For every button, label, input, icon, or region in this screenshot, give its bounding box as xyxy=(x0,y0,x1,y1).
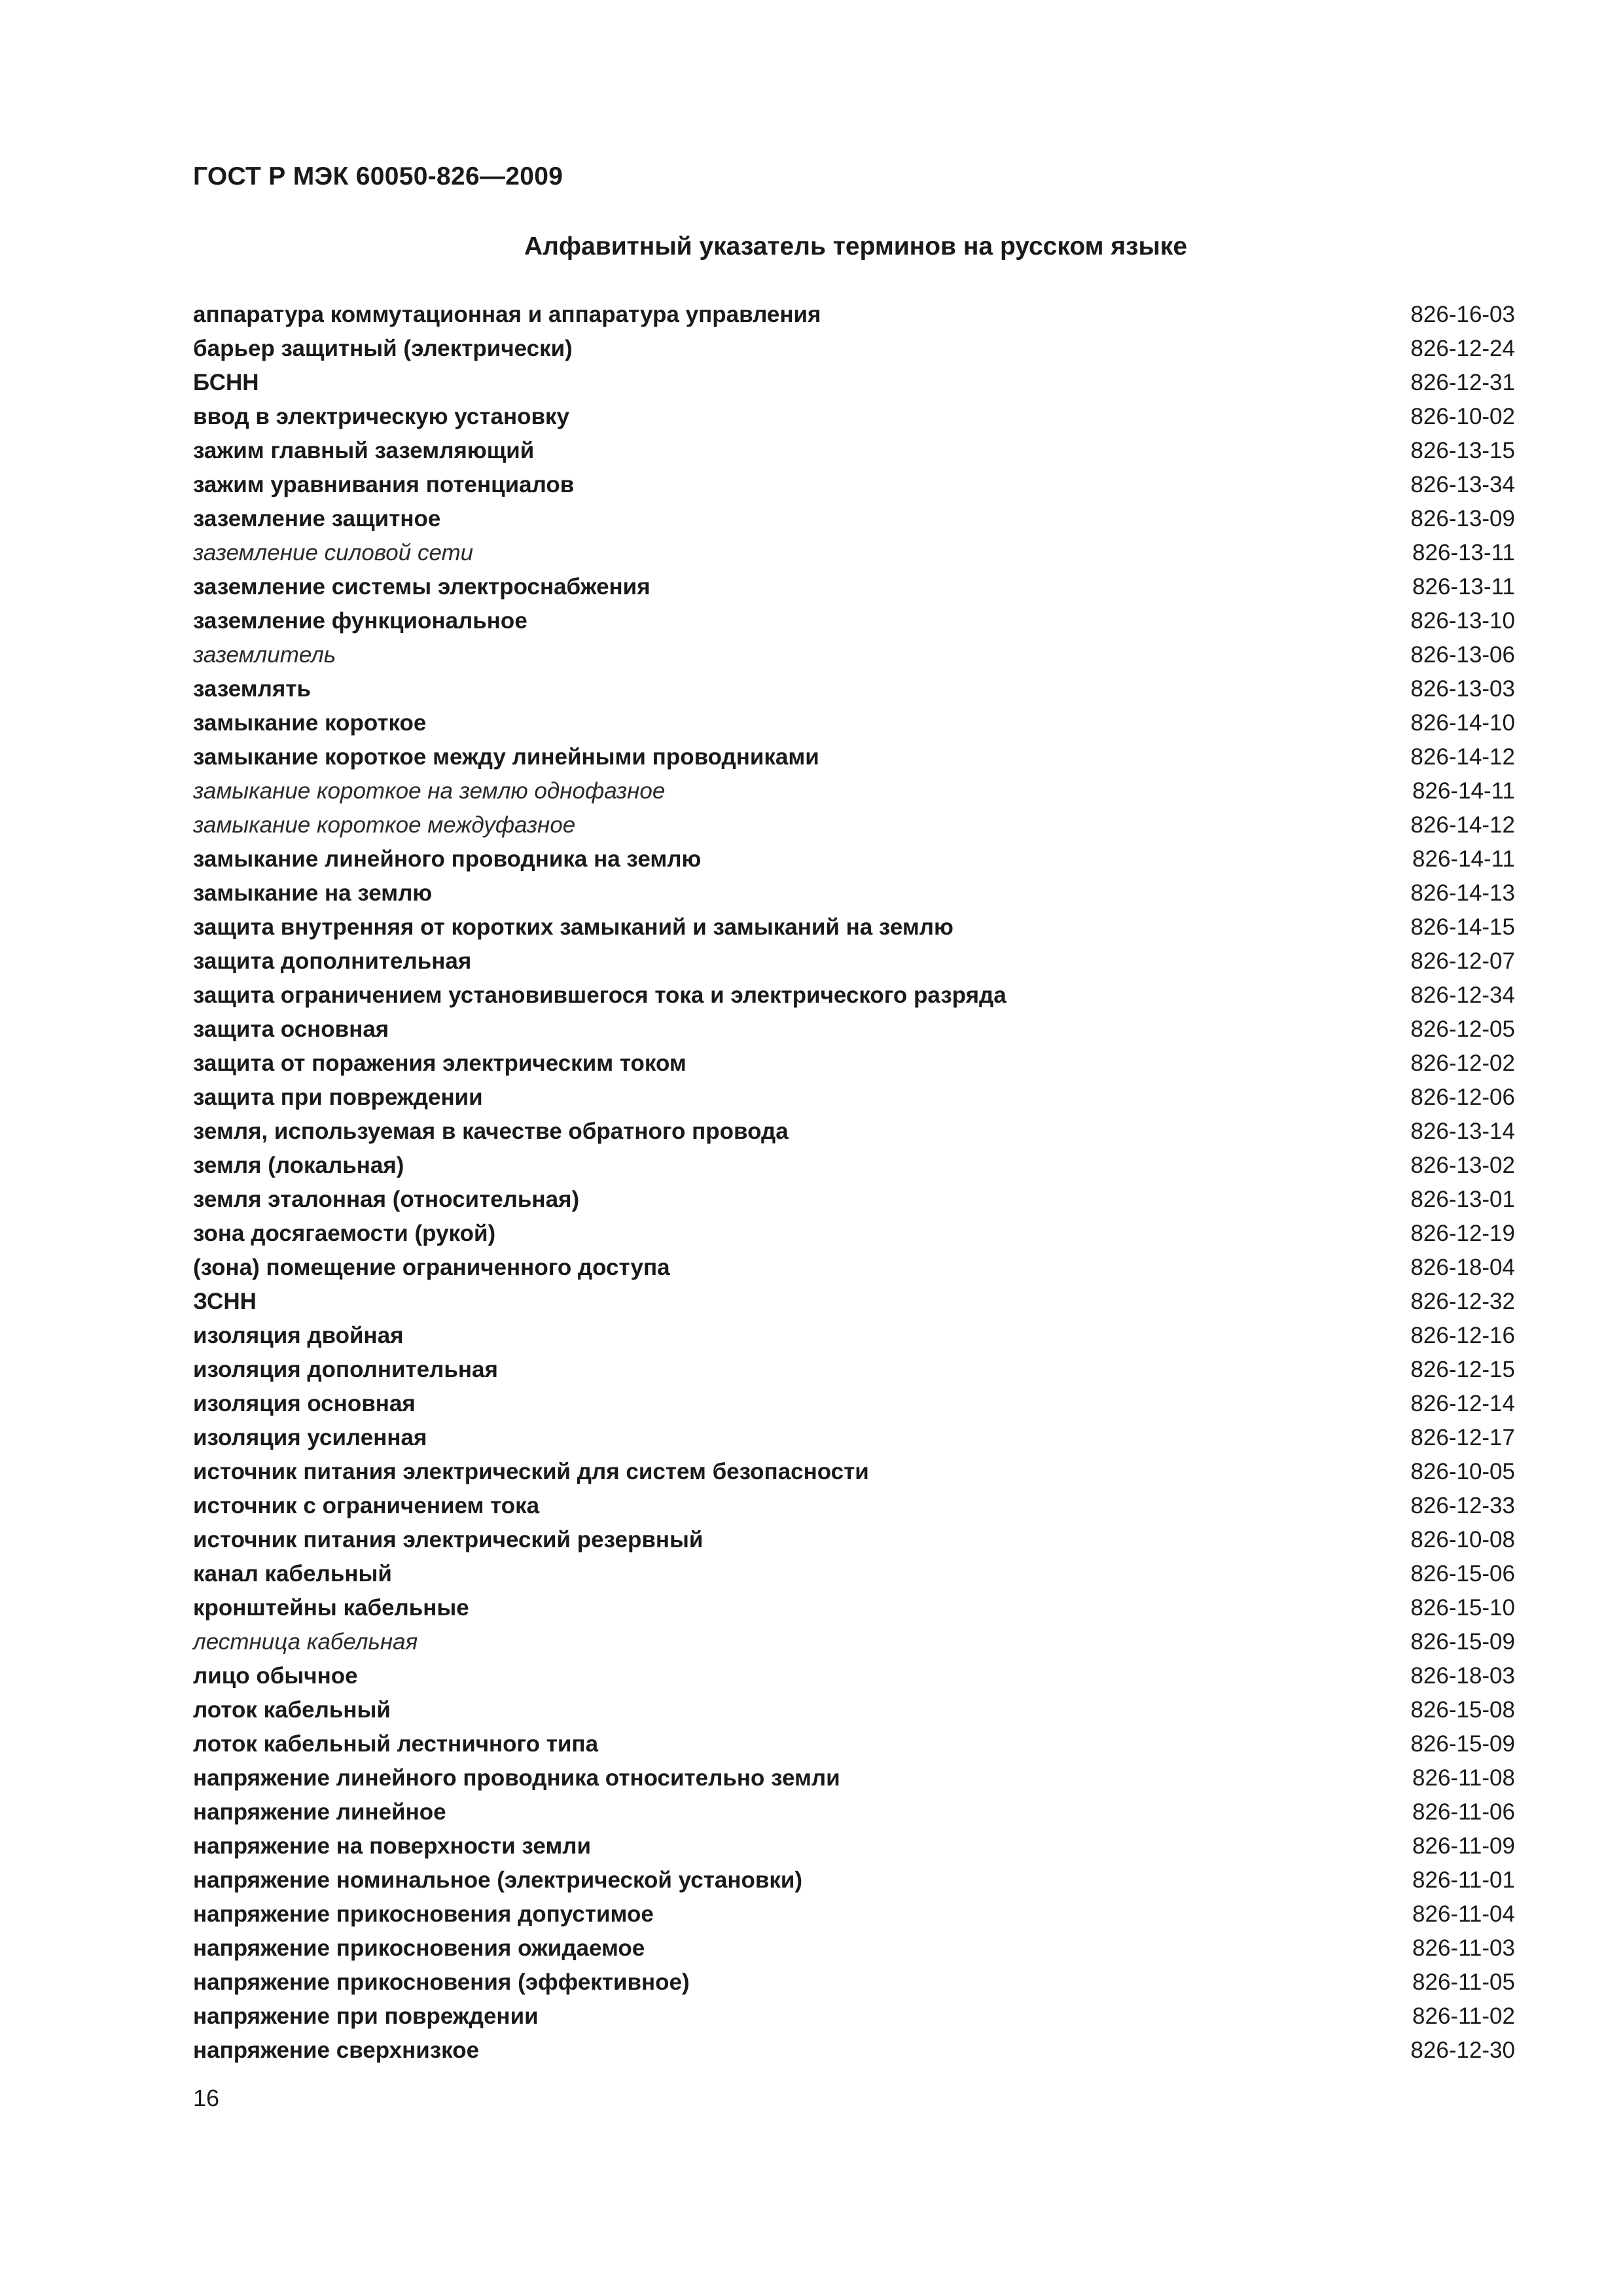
index-entry xyxy=(193,1795,1515,1829)
index-entry xyxy=(193,332,1515,366)
index-reference: 826-14-11 xyxy=(1412,778,1515,804)
index-term: лоток кабельный лестничного типа xyxy=(193,1731,599,1757)
index-entry xyxy=(193,842,1515,876)
index-reference: 826-11-03 xyxy=(1412,1935,1515,1961)
index-reference: 826-11-05 xyxy=(1412,1969,1515,1995)
index-reference: 826-12-14 xyxy=(1410,1391,1515,1416)
index-entry xyxy=(193,2034,1515,2068)
index-term: защита внутренняя от коротких замыканий и замыканий на землю xyxy=(193,914,954,940)
index-reference: 826-13-09 xyxy=(1410,506,1515,531)
index-reference: 826-14-11 xyxy=(1412,846,1515,872)
index-term: аппаратура коммутационная и аппаратура управления xyxy=(193,302,821,327)
index-entry xyxy=(193,1693,1515,1727)
index-term: лицо обычное xyxy=(193,1663,358,1689)
index-reference: 826-15-10 xyxy=(1410,1595,1515,1621)
index-entry xyxy=(193,536,1515,570)
index-reference: 826-12-30 xyxy=(1410,2037,1515,2063)
index-term: защита ограничением установившегося тока и электрического разряда xyxy=(193,982,1007,1008)
index-entry xyxy=(193,1285,1515,1319)
index-term: замыкание линейного проводника на землю xyxy=(193,846,702,872)
index-term: заземление защитное xyxy=(193,506,441,531)
index-term: ЗСНН xyxy=(193,1289,257,1314)
index-reference: 826-16-03 xyxy=(1410,302,1515,327)
index-term: ввод в электрическую установку xyxy=(193,404,569,429)
index-reference: 826-10-02 xyxy=(1410,404,1515,429)
index-entry xyxy=(193,1625,1515,1659)
index-entry xyxy=(193,2000,1515,2034)
index-entry xyxy=(193,1557,1515,1591)
index-term: напряжение прикосновения допустимое xyxy=(193,1901,654,1927)
index-reference: 826-12-05 xyxy=(1410,1016,1515,1042)
index-entry xyxy=(193,1353,1515,1387)
index-reference: 826-12-06 xyxy=(1410,1085,1515,1110)
index-entry xyxy=(193,1523,1515,1557)
index-entry xyxy=(193,502,1515,536)
index-entry xyxy=(193,978,1515,1013)
index-reference: 826-12-15 xyxy=(1410,1357,1515,1382)
index-entry xyxy=(193,570,1515,604)
index-term: изоляция усиленная xyxy=(193,1425,427,1450)
index-reference: 826-12-19 xyxy=(1410,1221,1515,1246)
index-entry xyxy=(193,638,1515,672)
index-entry xyxy=(193,1081,1515,1115)
index-entry xyxy=(193,1591,1515,1625)
index-entry xyxy=(193,1897,1515,1931)
index-entry xyxy=(193,740,1515,774)
index-reference: 826-11-04 xyxy=(1412,1901,1515,1927)
index-term: замыкание короткое на землю однофазное xyxy=(193,778,666,804)
index-term: земля (локальная) xyxy=(193,1153,404,1178)
index-term: замыкание на землю xyxy=(193,880,433,906)
index-term: напряжение прикосновения (эффективное) xyxy=(193,1969,690,1995)
index-entry xyxy=(193,1727,1515,1761)
index-reference: 826-10-05 xyxy=(1410,1459,1515,1484)
index-term: напряжение сверхнизкое xyxy=(193,2037,480,2063)
index-term: земля, используемая в качестве обратного провода xyxy=(193,1119,789,1144)
index-reference: 826-15-09 xyxy=(1410,1731,1515,1757)
index-reference: 826-13-06 xyxy=(1410,642,1515,668)
page-number: 16 xyxy=(193,2085,220,2111)
index-term: защита дополнительная xyxy=(193,948,472,974)
index-entry xyxy=(193,1761,1515,1795)
index-term: напряжение на поверхности земли xyxy=(193,1833,591,1859)
index-term: изоляция основная xyxy=(193,1391,416,1416)
index-entry xyxy=(193,1387,1515,1421)
index-entry xyxy=(193,1013,1515,1047)
index-term: заземлять xyxy=(193,676,311,702)
index-reference: 826-14-12 xyxy=(1410,744,1515,770)
index-term: заземление функциональное xyxy=(193,608,527,634)
index-reference: 826-12-33 xyxy=(1410,1493,1515,1518)
index-reference: 826-13-01 xyxy=(1410,1187,1515,1212)
index-entry xyxy=(193,774,1515,808)
index-entry xyxy=(193,1659,1515,1693)
index-reference: 826-18-04 xyxy=(1410,1255,1515,1280)
index-term: замыкание короткое xyxy=(193,710,427,736)
index-term: лоток кабельный xyxy=(193,1697,391,1723)
index-reference: 826-11-08 xyxy=(1412,1765,1515,1791)
index-entry xyxy=(193,434,1515,468)
index-reference: 826-10-08 xyxy=(1410,1527,1515,1552)
document-code: ГОСТ Р МЭК 60050-826—2009 xyxy=(193,162,563,190)
index-reference: 826-14-12 xyxy=(1410,812,1515,838)
index-term: напряжение линейное xyxy=(193,1799,446,1825)
index-reference: 826-14-10 xyxy=(1410,710,1515,736)
index-entry xyxy=(193,1931,1515,1965)
page-title: Алфавитный указатель терминов на русском языке xyxy=(524,232,1188,260)
index-reference: 826-13-34 xyxy=(1410,472,1515,497)
index-term: канал кабельный xyxy=(193,1561,392,1587)
index-entry xyxy=(193,1421,1515,1455)
index-entry xyxy=(193,910,1515,944)
index-reference: 826-12-16 xyxy=(1410,1323,1515,1348)
index-term: лестница кабельная xyxy=(193,1629,418,1655)
index-entry xyxy=(193,1217,1515,1251)
index-term: зона досягаемости (рукой) xyxy=(193,1221,496,1246)
index-reference: 826-12-31 xyxy=(1410,370,1515,395)
index-entry xyxy=(193,1965,1515,2000)
index-reference: 826-13-02 xyxy=(1410,1153,1515,1178)
index-term: зажим главный заземляющий xyxy=(193,438,535,463)
index-term: барьер защитный (электрически) xyxy=(193,336,573,361)
index-entry xyxy=(193,1115,1515,1149)
index-entry xyxy=(193,604,1515,638)
index-reference: 826-15-08 xyxy=(1410,1697,1515,1723)
index-term: замыкание короткое между линейными проводниками xyxy=(193,744,819,770)
index-entry xyxy=(193,400,1515,434)
index-reference: 826-11-09 xyxy=(1412,1833,1515,1859)
index-term: заземление силовой сети xyxy=(193,540,474,565)
index-term: заземлитель xyxy=(193,642,336,668)
index-term: зажим уравнивания потенциалов xyxy=(193,472,575,497)
index-reference: 826-13-11 xyxy=(1412,574,1515,600)
index-reference: 826-13-15 xyxy=(1410,438,1515,463)
index-term: напряжение линейного проводника относительно земли xyxy=(193,1765,840,1791)
index-entry xyxy=(193,672,1515,706)
index-reference: 826-12-34 xyxy=(1410,982,1515,1008)
index-entry xyxy=(193,706,1515,740)
index-term: напряжение при повреждении xyxy=(193,2003,539,2029)
index-term: напряжение номинальное (электрической установки) xyxy=(193,1867,803,1893)
index-entry xyxy=(193,1489,1515,1523)
index-entry xyxy=(193,468,1515,502)
index-term: замыкание короткое междуфазное xyxy=(193,812,576,838)
index-reference: 826-13-14 xyxy=(1410,1119,1515,1144)
index-entry xyxy=(193,1863,1515,1897)
index-reference: 826-13-10 xyxy=(1410,608,1515,634)
index-entry xyxy=(193,366,1515,400)
index-reference: 826-12-02 xyxy=(1410,1050,1515,1076)
index-entry xyxy=(193,1319,1515,1353)
index-entry xyxy=(193,1251,1515,1285)
index-term: БСНН xyxy=(193,370,259,395)
index-entry xyxy=(193,876,1515,910)
index-term: (зона) помещение ограниченного доступа xyxy=(193,1255,670,1280)
index-entry xyxy=(193,808,1515,842)
index-entry xyxy=(193,1047,1515,1081)
index-entry xyxy=(193,1455,1515,1489)
index-reference: 826-11-01 xyxy=(1412,1867,1515,1893)
index-reference: 826-12-17 xyxy=(1410,1425,1515,1450)
index-reference: 826-12-32 xyxy=(1410,1289,1515,1314)
index-entry xyxy=(193,298,1515,332)
index-term: защита при повреждении xyxy=(193,1085,483,1110)
index-term: напряжение прикосновения ожидаемое xyxy=(193,1935,645,1961)
index-term: источник питания электрический резервный xyxy=(193,1527,704,1552)
index-term: заземление системы электроснабжения xyxy=(193,574,651,600)
term-index-list xyxy=(193,298,1515,2068)
index-reference: 826-13-11 xyxy=(1412,540,1515,565)
index-reference: 826-15-06 xyxy=(1410,1561,1515,1587)
index-term: источник питания электрический для систем безопасности xyxy=(193,1459,869,1484)
index-term: земля эталонная (относительная) xyxy=(193,1187,580,1212)
index-term: источник с ограничением тока xyxy=(193,1493,540,1518)
index-reference: 826-14-13 xyxy=(1410,880,1515,906)
index-reference: 826-13-03 xyxy=(1410,676,1515,702)
index-term: изоляция дополнительная xyxy=(193,1357,498,1382)
index-reference: 826-12-07 xyxy=(1410,948,1515,974)
index-entry xyxy=(193,944,1515,978)
index-reference: 826-15-09 xyxy=(1410,1629,1515,1655)
index-term: изоляция двойная xyxy=(193,1323,404,1348)
index-reference: 826-18-03 xyxy=(1410,1663,1515,1689)
index-reference: 826-14-15 xyxy=(1410,914,1515,940)
index-entry xyxy=(193,1149,1515,1183)
index-entry xyxy=(193,1829,1515,1863)
index-term: защита основная xyxy=(193,1016,389,1042)
index-reference: 826-11-02 xyxy=(1412,2003,1515,2029)
index-reference: 826-12-24 xyxy=(1410,336,1515,361)
index-reference: 826-11-06 xyxy=(1412,1799,1515,1825)
index-entry xyxy=(193,1183,1515,1217)
index-term: защита от поражения электрическим током xyxy=(193,1050,687,1076)
index-term: кронштейны кабельные xyxy=(193,1595,469,1621)
